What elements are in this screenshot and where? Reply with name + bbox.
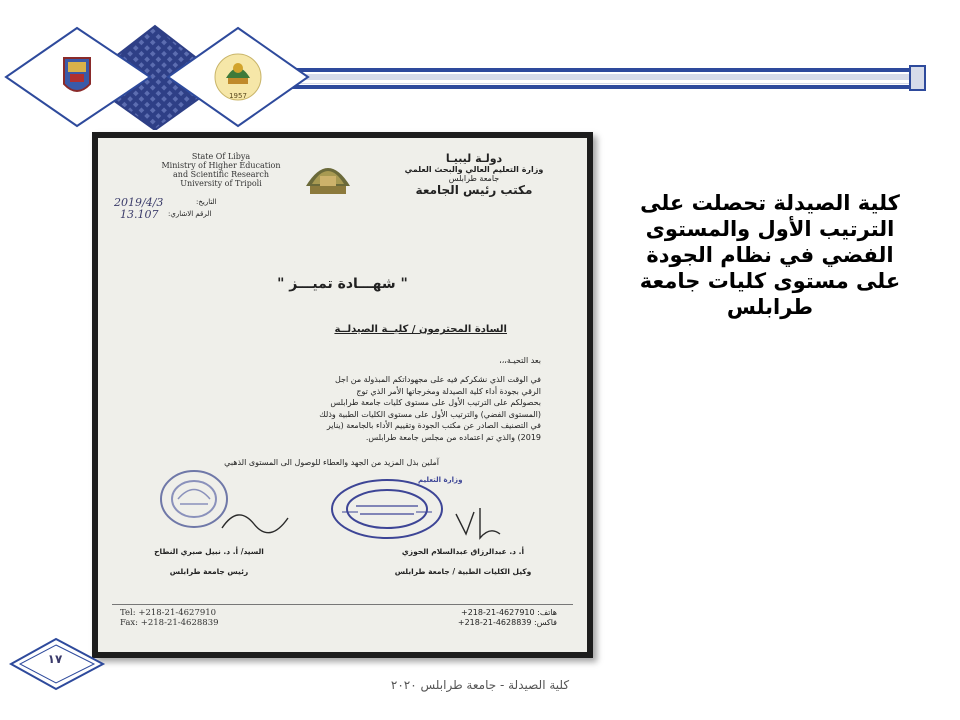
body-line: في التصنيف الصادر عن مكتب الجودة وتقييم الأداء بالجامعة (يناير — [326, 421, 541, 430]
addressee: السادة المحترمون / كليــة الصيدلــة — [334, 324, 507, 335]
ar-president-office: مكتب رئيس الجامعة — [415, 183, 533, 197]
slide-footer: كلية الصيدلة - جامعة طرابلس ٢٠٢٠ — [390, 678, 570, 692]
body-line: بحصولكم على الترتيب الأول على مستوى كليات جامعة طرابلس — [330, 398, 541, 407]
vice-president-signature — [450, 504, 510, 544]
certificate-title: " شهـــادة تميـــز " — [277, 276, 408, 292]
certificate-paper — [98, 138, 587, 652]
letter-footer-ar — [458, 608, 557, 628]
slide-headline: كلية الصيدلة تحصلت على الترتيب الأول والمستوى الفضي في نظام الجودة على مستوى كليات جامعة طرابلس — [639, 191, 901, 319]
footer-tel-en: Tel: +218-21-4627910 — [120, 608, 217, 618]
ar-state: دولـة ليبيـا — [445, 152, 503, 165]
closing-line: آملين بذل المزيد من الجهد والعطاء للوصول الى المستوى الذهبي — [224, 458, 439, 467]
footer-fax-en: Fax: +218-21-4628839 — [120, 618, 219, 628]
president-signer — [124, 542, 294, 582]
ar-university: جامعة طرابلس — [448, 174, 500, 183]
certificate-body — [158, 374, 541, 443]
footer-tel-ar: هاتف: 4627910-21-218+ — [461, 608, 557, 617]
vice-president-stamp — [328, 476, 446, 542]
university-seal-logo — [215, 54, 261, 100]
vice-president-name: أ. د. عبدالرزاق عبدالسلام الحوزي — [401, 547, 525, 556]
body-line: في الوقت الذي نشكركم فيه على مجهوداتكم المبذولة من اجل — [334, 375, 541, 384]
president-signature — [218, 500, 298, 536]
arabic-header — [389, 152, 559, 197]
en-research: and Scientific Research — [173, 170, 269, 179]
ref-label: الرقم الاشاري: — [168, 210, 212, 218]
banner-stripes — [290, 66, 925, 90]
english-header — [156, 152, 286, 188]
seal-year: 1957 — [229, 92, 247, 100]
ar-ministry: وزارة التعليم العالي والبحث العلمي — [404, 165, 544, 174]
greeting: بعد التحيـة،،، — [499, 356, 541, 365]
body-line: الرقي بجودة أداء كلية الصيدلة ومخرجاتها الأمر الذي توج — [356, 386, 541, 396]
letter-footer-en — [120, 608, 219, 628]
date-handwritten: 2019/4/3 — [114, 196, 164, 209]
president-name: السيد/ أ. د. نبيل صبري النطاح — [154, 547, 264, 556]
page-number: ١٧ — [47, 652, 63, 666]
vice-president-signer — [374, 542, 552, 582]
faculty-shield-logo — [64, 58, 90, 91]
footer-fax-ar: فاكس: 4628839-21-218+ — [457, 618, 557, 627]
en-ministry: Ministry of Higher Education — [161, 161, 281, 170]
header-banner — [0, 0, 960, 130]
ref-handwritten: 13.107 — [120, 208, 159, 221]
president-title: رئيس جامعة طرابلس — [169, 567, 249, 576]
certificate-photo — [92, 132, 593, 658]
date-label: التاريخ: — [196, 198, 217, 206]
body-line: (المستوى الفضي) والترتيب الأول على مستوى الكليات الطبية وذلك — [319, 409, 541, 419]
letter-footer-divider — [112, 604, 573, 605]
en-university: University of Tripoli — [180, 179, 262, 188]
en-state: State Of Libya — [191, 152, 251, 161]
stamp-text: وزارة التعليم — [418, 476, 463, 484]
university-emblem — [298, 152, 358, 200]
body-line: 2019) والذي تم اعتماده من مجلس جامعة طرابلس. — [365, 432, 541, 442]
vice-president-title: وكيل الكليات الطبية / جامعة طرابلس — [394, 567, 532, 576]
